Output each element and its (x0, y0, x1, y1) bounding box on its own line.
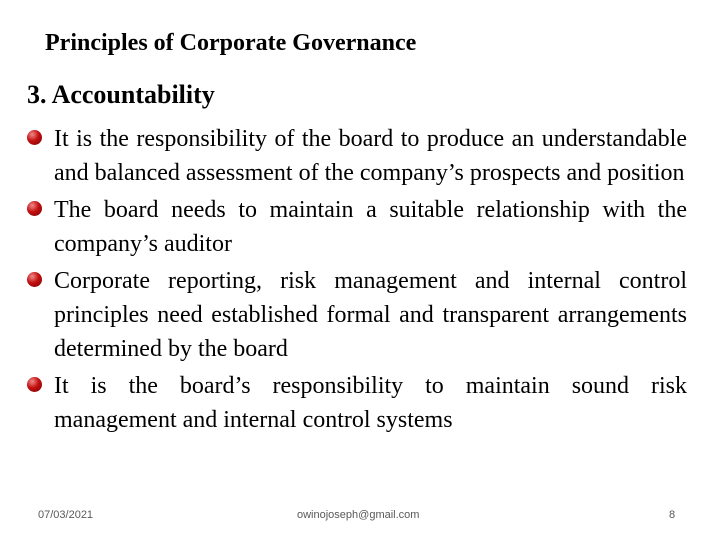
bullet-text: Corporate reporting, risk management and internal control principles need established formal and transparent arrangements determined by the board (54, 268, 687, 362)
slide-title: Principles of Corporate Governance (45, 30, 417, 56)
footer-email: owinojoseph@gmail.com (297, 509, 420, 521)
bullet-text: It is the board’s responsibility to maintain sound risk management and internal control systems (54, 373, 687, 433)
red-sphere-bullet-icon (27, 377, 42, 392)
bullet-item (27, 122, 687, 190)
section-heading: 3. Accountability (27, 80, 215, 109)
bullet-list (27, 122, 687, 440)
red-sphere-bullet-icon (27, 201, 42, 216)
red-sphere-bullet-icon (27, 272, 42, 287)
bullet-item (27, 264, 687, 366)
bullet-item (27, 193, 687, 261)
bullet-text: It is the responsibility of the board to produce an understandable and balanced assessment of the company’s prospects and position (54, 126, 687, 186)
footer-date: 07/03/2021 (38, 509, 94, 521)
red-sphere-bullet-icon (27, 130, 42, 145)
bullet-item (27, 369, 687, 437)
footer-page-number: 8 (669, 509, 676, 521)
bullet-text: The board needs to maintain a suitable relationship with the company’s auditor (54, 197, 687, 257)
